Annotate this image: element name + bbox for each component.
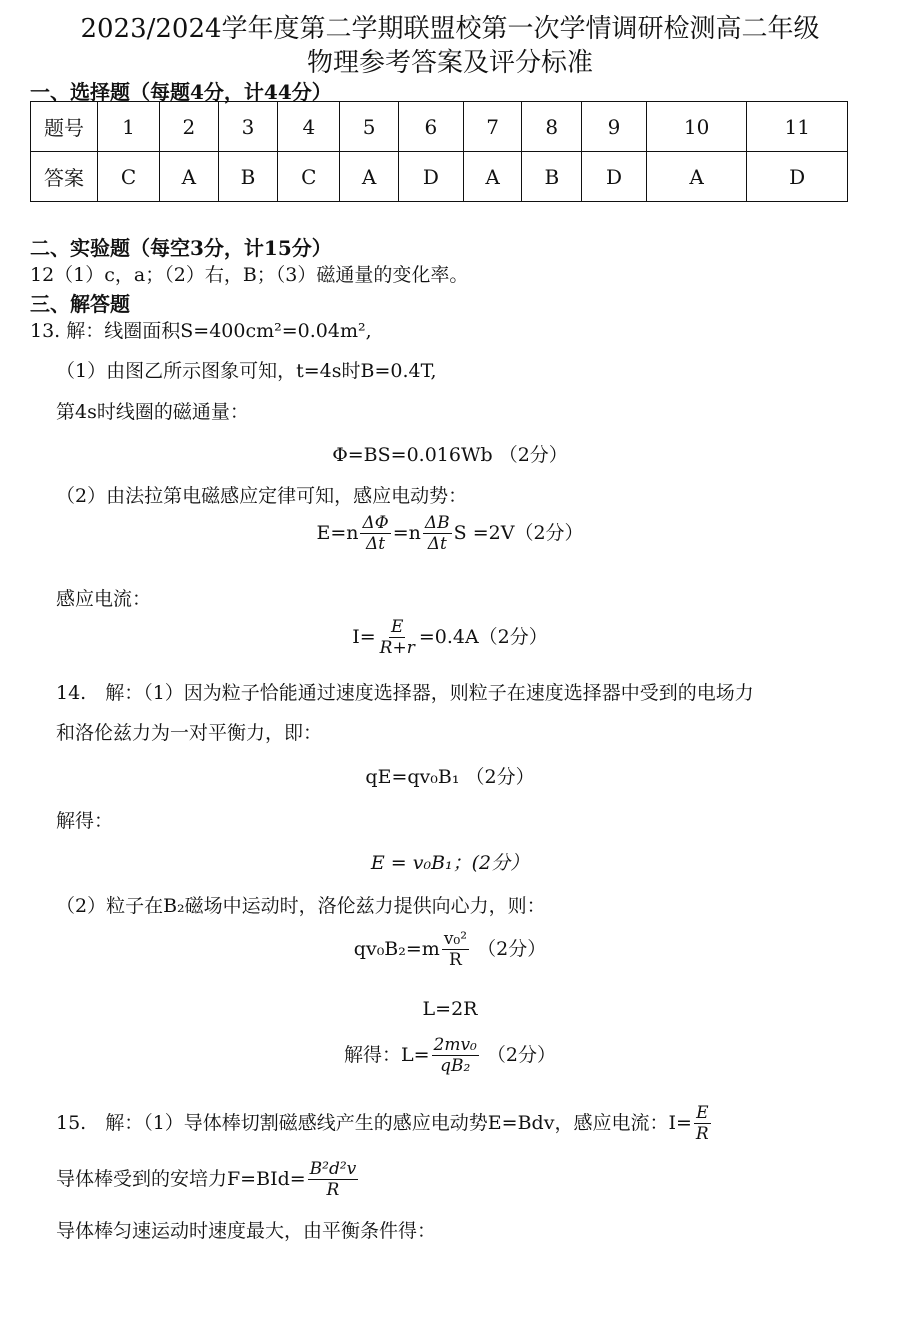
number-cell: 9 [582, 102, 647, 152]
q13-eq-emf-mid: =n [392, 522, 421, 544]
fraction [423, 514, 452, 554]
fraction-numerator: 2mv₀ [433, 1035, 477, 1055]
row-label-number: 题号 [31, 102, 98, 152]
fraction-denominator: R [326, 1180, 340, 1200]
answer-cell: D [399, 152, 464, 202]
title-line-2: 物理参考答案及评分标准 [306, 48, 593, 78]
answer-cell: A [463, 152, 522, 202]
q13-flux-label: 第4s时线圈的磁通量： [56, 401, 249, 423]
q12-answer: 12（1）c，a；（2）右，B；（3）磁通量的变化率。 [30, 264, 469, 286]
fraction-denominator: Δt [366, 534, 386, 554]
q14-eq-l: L=2R [422, 998, 478, 1020]
fraction [694, 1104, 711, 1144]
q13-eq-current-right: =0.4A（2分） [418, 626, 548, 648]
fraction-denominator: qB₂ [440, 1056, 471, 1076]
q14-eq-balance: qE=qv₀B₁ （2分） [365, 766, 535, 788]
answer-cell: C [98, 152, 160, 202]
number-cell: 7 [463, 102, 522, 152]
answer-table [30, 101, 848, 202]
fraction-denominator: R [449, 950, 462, 970]
section3-heading: 三、解答题 [30, 292, 130, 316]
fraction [378, 618, 417, 658]
number-cell: 8 [522, 102, 582, 152]
fraction-numerator: v₀² [443, 929, 468, 949]
answer-cell: B [218, 152, 278, 202]
q13-eq-emf [0, 514, 900, 554]
q15-part2-text: 导体棒受到的安培力F=BId= [56, 1168, 306, 1190]
answer-cell: B [522, 152, 582, 202]
number-cell: 2 [159, 102, 218, 152]
q13-eq-current [0, 618, 900, 658]
q13-eq-emf-left: E=n [316, 522, 359, 544]
fraction-numerator: ΔΦ [362, 513, 389, 533]
fraction-denominator: R [695, 1124, 709, 1144]
q15-part1-text: 15. 解：（1）导体棒切割磁感线产生的感应电动势E=Bdv，感应电流：I= [56, 1112, 692, 1134]
q13-part2: （2）由法拉第电磁感应定律可知，感应电动势： [56, 485, 468, 507]
fraction-numerator: B²d²v [309, 1159, 357, 1179]
fraction-numerator: E [391, 617, 404, 637]
q13-eq-emf-right: S =2V（2分） [453, 522, 584, 544]
title-line-1: 2023/2024学年度第二学期联盟校第一次学情调研检测高二年级 [80, 14, 820, 44]
q15-part3: 导体棒匀速运动时速度最大，由平衡条件得： [56, 1220, 437, 1242]
number-cell: 5 [340, 102, 399, 152]
row-label-answer: 答案 [31, 152, 98, 202]
q14-part1: 14. 解：（1）因为粒子恰能通过速度选择器，则粒子在速度选择器中受到的电场力 [56, 682, 754, 704]
number-cell: 4 [278, 102, 340, 152]
fraction-numerator: E [696, 1103, 709, 1123]
q13-current-label: 感应电流： [56, 588, 152, 610]
question-number-row [31, 102, 848, 152]
q13-part1: （1）由图乙所示图象可知，t=4s时B=0.4T, [56, 360, 437, 382]
q13-eq-flux: Φ=BS=0.016Wb （2分） [332, 444, 568, 466]
answer-row [31, 152, 848, 202]
section1-heading: 一、选择题（每题4分，计44分） [30, 80, 332, 104]
q14-eq-result-left: 解得：L= [343, 1044, 430, 1066]
answer-cell: D [747, 152, 848, 202]
fraction-numerator: ΔB [424, 513, 450, 533]
answer-cell: A [646, 152, 747, 202]
q13-eq-current-left: I= [352, 626, 376, 648]
answer-cell: D [582, 152, 647, 202]
fraction [360, 514, 390, 554]
answer-cell: A [159, 152, 218, 202]
fraction [308, 1160, 359, 1200]
fraction [442, 930, 469, 970]
q14-eq-result [0, 1036, 900, 1076]
q15-part1 [56, 1104, 713, 1144]
q13-intro: 13. 解：线圈面积S=400cm²=0.04m², [30, 320, 372, 342]
q14-part2: （2）粒子在B₂磁场中运动时，洛伦兹力提供向心力，则： [56, 895, 546, 917]
number-cell: 11 [747, 102, 848, 152]
section2-heading: 二、实验题（每空3分，计15分） [30, 236, 332, 260]
answer-cell: A [340, 152, 399, 202]
number-cell: 3 [218, 102, 278, 152]
q15-part2 [56, 1160, 360, 1200]
fraction-denominator: Δt [427, 534, 447, 554]
answer-cell: C [278, 152, 340, 202]
q14-eq-centripetal [0, 930, 900, 970]
q14-eq-e: E = v₀B₁；(2分） [370, 852, 530, 874]
fraction [432, 1036, 479, 1076]
q14-part1-cont: 和洛伦兹力为一对平衡力，即： [56, 722, 323, 744]
q14-eq-centripetal-right: （2分） [477, 938, 547, 960]
fraction-denominator: R+r [379, 638, 415, 658]
q14-eq-centripetal-left: qv₀B₂=m [353, 938, 440, 960]
number-cell: 10 [646, 102, 747, 152]
number-cell: 1 [98, 102, 160, 152]
q14-solve-label: 解得： [56, 810, 114, 832]
q14-eq-result-right: （2分） [486, 1044, 557, 1066]
number-cell: 6 [399, 102, 464, 152]
